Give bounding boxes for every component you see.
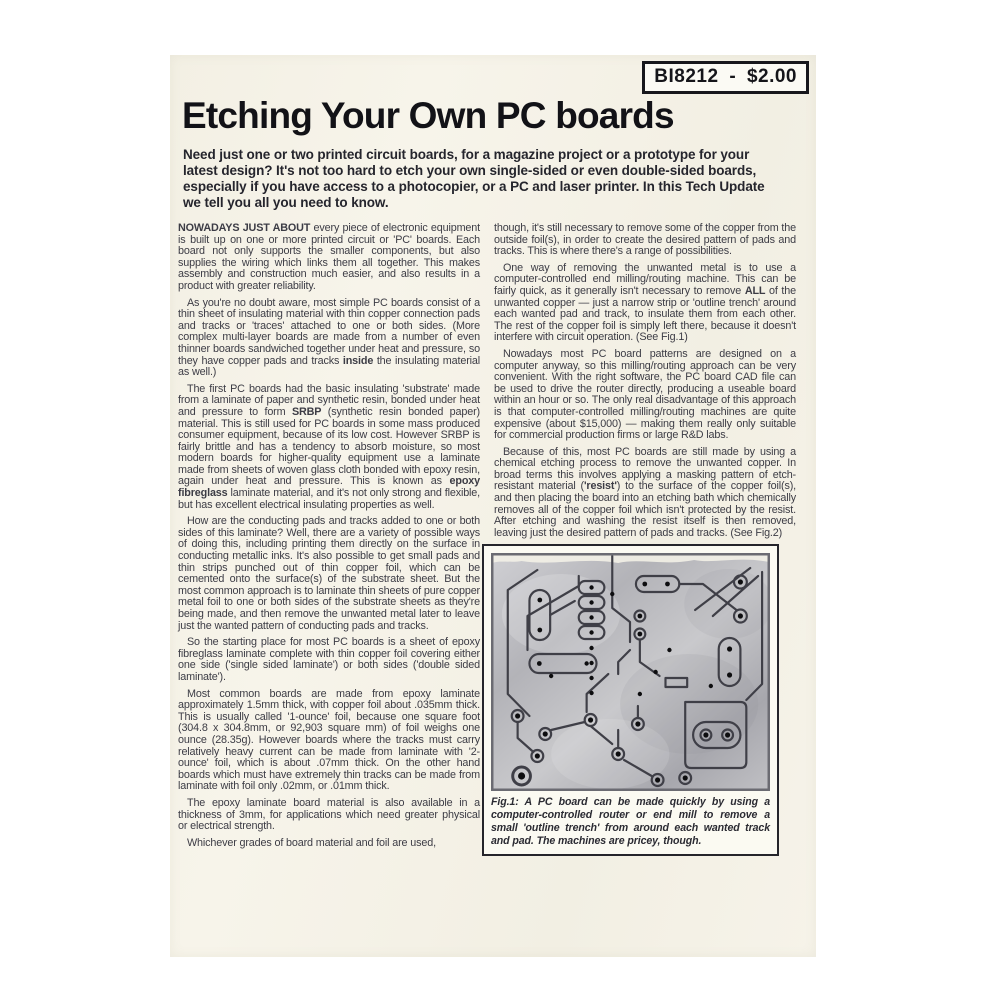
paragraph: The first PC boards had the basic insulating 'substrate' made from a laminate of paper and synthetic resin, bonded under heat and pressure to form SRBP (synthetic resin bonded paper) material. This is still used for PC boards in some mass produced consumer equipment, because of its low cost. However SRBP is fairly brittle and has a tendency to absorb moisture, so most modern boards for higher-quality equipment use a laminate made from sheets of woven glass cloth bonded with epoxy resin, again under heat and pressure. This is known as epoxy fibreglass laminate material, and it's not only strong and flexible, but has excellent electrical insulating properties as well. <box>178 382 480 511</box>
paragraph: Whichever grades of board material and foil are used, <box>187 836 436 849</box>
price-tag-text: BI8212 - $2.00 <box>654 66 797 87</box>
article-title: Etching Your Own PC boards <box>182 95 674 136</box>
paragraph: One way of removing the unwanted metal is to use a computer-controlled end milling/routing machine. This can be fairly quick, as it generally isn't necessary to remove ALL of the unwanted copper — just a narrow strip or 'outline trench' around each wanted pad and track, to insulate them from each other. The rest of the copper foil is simply left there, because it doesn't interfere with circuit operation. (See Fig.1) <box>494 261 796 344</box>
right-column <box>491 222 796 856</box>
paragraph: Because of this, most PC boards are still made by using a chemical etching process to remove the unwanted copper. In broad terms this involves applying a masking pattern of etch-resistant material ('resist') to the surface of the copper foil(s), and then placing the board into an etching bath which chemically removes all of the copper foil which isn't protected by the resist. After etching and washing the resist itself is then removed, leaving just the desired pattern of pads and tracks. (See Fig.2) <box>494 445 796 539</box>
paragraph: Most common boards are made from epoxy laminate approximately 1.5mm thick, with copper foil about .035mm thick. This is usually called '1-ounce' foil, because one square foot (304.8 x 304.8mm, or 92,903 square mm) of foil weighs one ounce (28.35g). However boards where the tracks must carry relatively heavy current can be made from laminate with '2-ounce' foil, which is about .07mm thick. On the other hand boards which must have extremely thin tracks can be made from laminate with foil only .02mm, or .01mm thick. <box>178 687 480 793</box>
pcb-photo-illustration <box>492 554 769 790</box>
paragraph: The epoxy laminate board material is also available in a thickness of 3mm, for applications which need greater physical or electrical strength. <box>178 796 480 833</box>
left-column <box>178 223 480 856</box>
paragraph: How are the conducting pads and tracks added to one or both sides of this laminate? Well, there are a variety of possible ways of doing this, including printing them directly on the surface in conducting metallic inks. It's also possible to get small pads and thin strips punched out of thin copper foil, which can be cemented onto the surface(s) of the substrate sheet. But the most common approach is to laminate thin sheets of pure copper metal foil to one or both sides of the substrate sheets as they're being made, and then remove the unwanted metal later to leave just the wanted pattern of conducting pads and tracks. <box>178 515 480 632</box>
paragraph: though, it's still necessary to remove some of the copper from the outside foil(s), in order to create the desired pattern of pads and tracks. This is where there's a range of possibilities. <box>494 222 796 258</box>
article-body <box>178 223 796 856</box>
scanned-page <box>170 55 816 957</box>
figure-1 <box>482 544 779 855</box>
paragraph: NOWADAYS JUST ABOUT every piece of electronic equipment is built up on one or more printed circuit or 'PC' boards. Each board not only supports the smaller components, but also supplies the wiring which links them all together. This makes assembly and construction much easier, and also results in a product with greater reliability. <box>178 222 480 292</box>
price-tag <box>642 61 809 94</box>
intro-paragraph: Need just one or two printed circuit boards, for a magazine project or a prototype for your latest design? It's not too hard to etch your own single-sided or even double-sided boards, especially if you have access to a photocopier, or a PC and laser printer. In this Tech Update we tell you all you need to know. <box>183 147 765 210</box>
pcb-photo <box>491 553 770 791</box>
paragraph: So the starting place for most PC boards is a sheet of epoxy fibreglass laminate complete with thin copper foil covering either one side ('single sided laminate') or both sides ('double sided laminate'). <box>178 636 480 683</box>
figure-caption: Fig.1: A PC board can be made quickly by using a computer-controlled router or end mill to remove a small 'outline trench' from around each wanted track and pad. The machines are pricey, though. <box>491 796 770 847</box>
paragraph: Nowadays most PC board patterns are designed on a computer anyway, so this milling/routing approach can be very convenient. With the right software, the PC board CAD file can be used to drive the router directly, producing a useable board within an hour or so. The only real disadvantage of this approach is that computer-controlled milling/routing machines are quite expensive (about $15,000) — making them really only suitable for commercial production firms or large R&D labs. <box>494 347 796 442</box>
paragraph: As you're no doubt aware, most simple PC boards consist of a thin sheet of insulating material with thin copper connection pads and tracks or 'traces' attached to one or both sides. (More complex multi-layer boards are made from a number of even thinner boards sandwiched together under heat and pressure, so they have copper pads and tracks inside the insulating material as well.) <box>178 296 480 379</box>
